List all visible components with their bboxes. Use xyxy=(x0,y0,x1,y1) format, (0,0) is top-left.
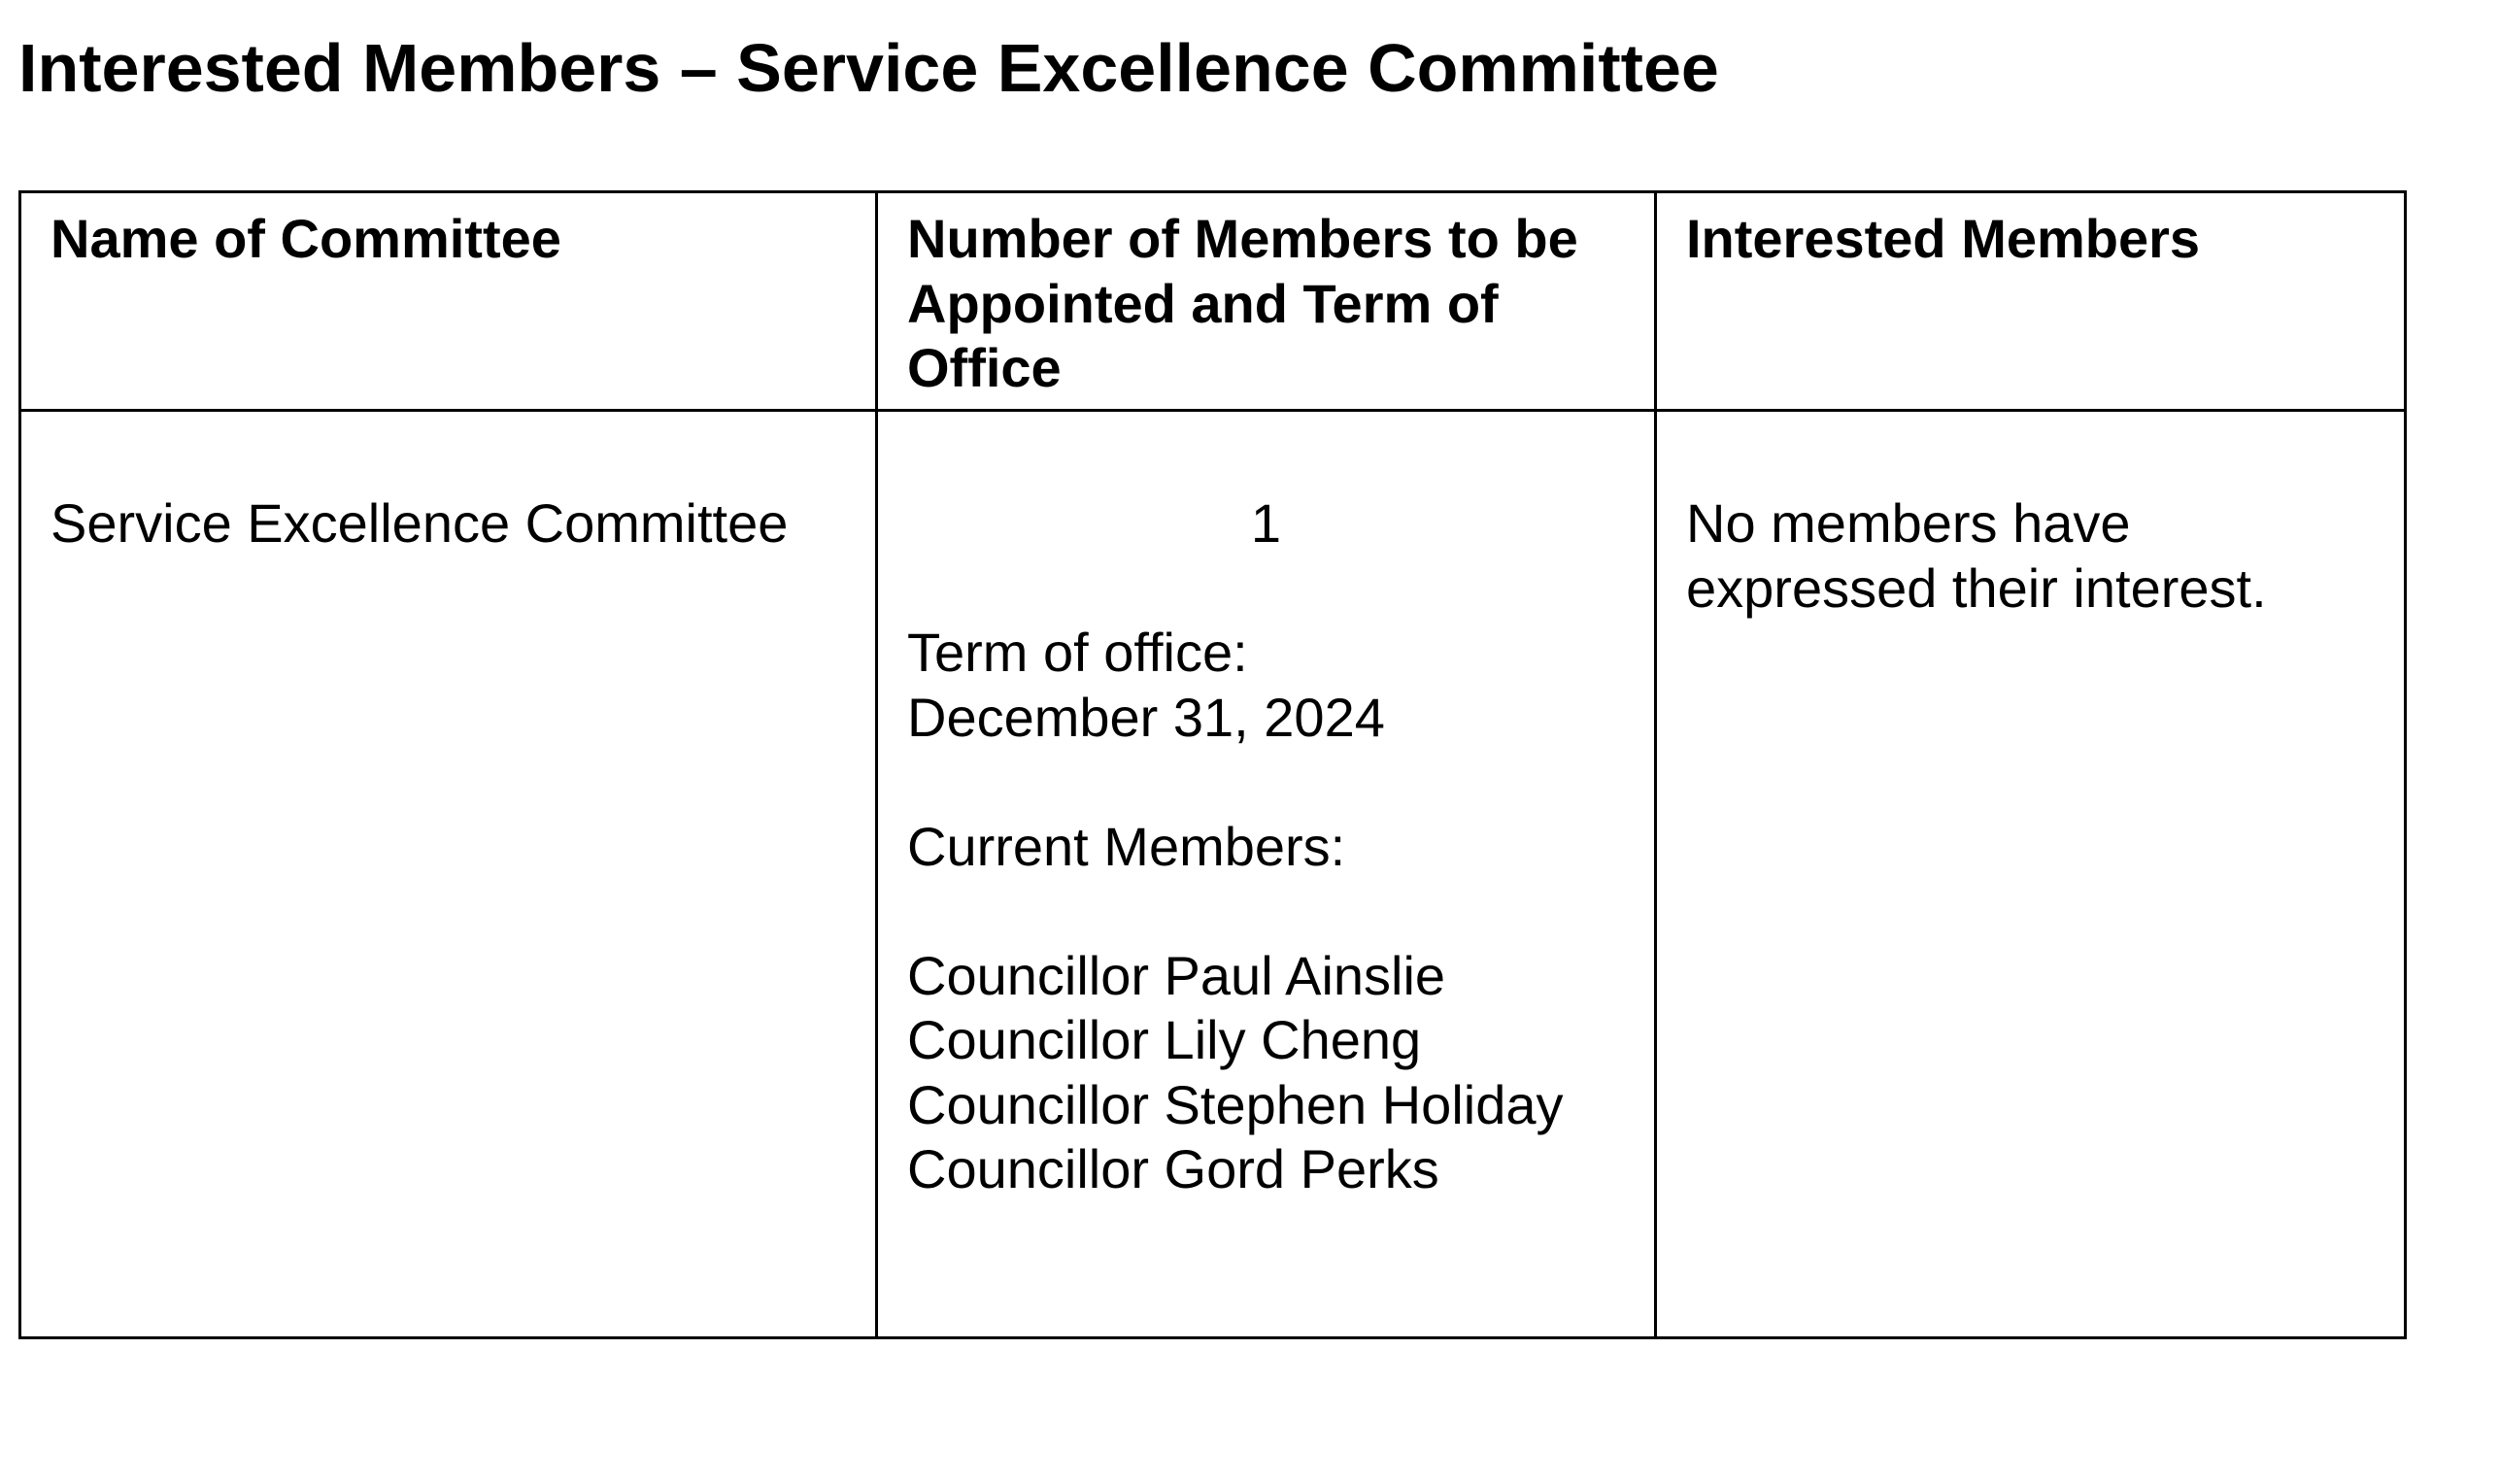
header-name-of-committee xyxy=(20,192,877,411)
header-interested-members xyxy=(1656,192,2406,411)
page-title: Interested Members – Service Excellence Committee xyxy=(18,30,1719,106)
header-number-line: Appointed and Term of xyxy=(907,272,1499,334)
table-header-row xyxy=(20,192,2406,411)
spacer xyxy=(907,879,1625,944)
spacer xyxy=(907,556,1625,622)
current-members-label: Current Members: xyxy=(907,815,1346,877)
table-row xyxy=(20,411,2406,1338)
interested-text-line: expressed their interest. xyxy=(1686,556,2267,619)
header-number-of-members xyxy=(877,192,1656,411)
header-name-label: Name of Committee xyxy=(51,208,561,269)
header-number-line: Office xyxy=(907,337,1062,398)
term-date: December 31, 2024 xyxy=(907,686,1385,748)
spacer xyxy=(907,750,1625,815)
header-number-line: Number of Members to be xyxy=(907,208,1578,269)
current-member: Councillor Paul Ainslie xyxy=(907,944,1446,1006)
cell-interested-members xyxy=(1656,411,2406,1338)
interested-text-line: No members have xyxy=(1686,492,2131,554)
current-member: Councillor Gord Perks xyxy=(907,1138,1439,1199)
current-member: Councillor Stephen Holiday xyxy=(907,1073,1564,1135)
header-interested-label: Interested Members xyxy=(1686,208,2201,269)
number-of-members: 1 xyxy=(1250,492,1282,554)
current-member: Councillor Lily Cheng xyxy=(907,1009,1422,1070)
term-label: Term of office: xyxy=(907,622,1248,683)
committee-table xyxy=(18,190,2407,1339)
committee-name: Service Excellence Committee xyxy=(51,492,789,554)
cell-committee-name xyxy=(20,411,877,1338)
cell-number-and-term xyxy=(877,411,1656,1338)
